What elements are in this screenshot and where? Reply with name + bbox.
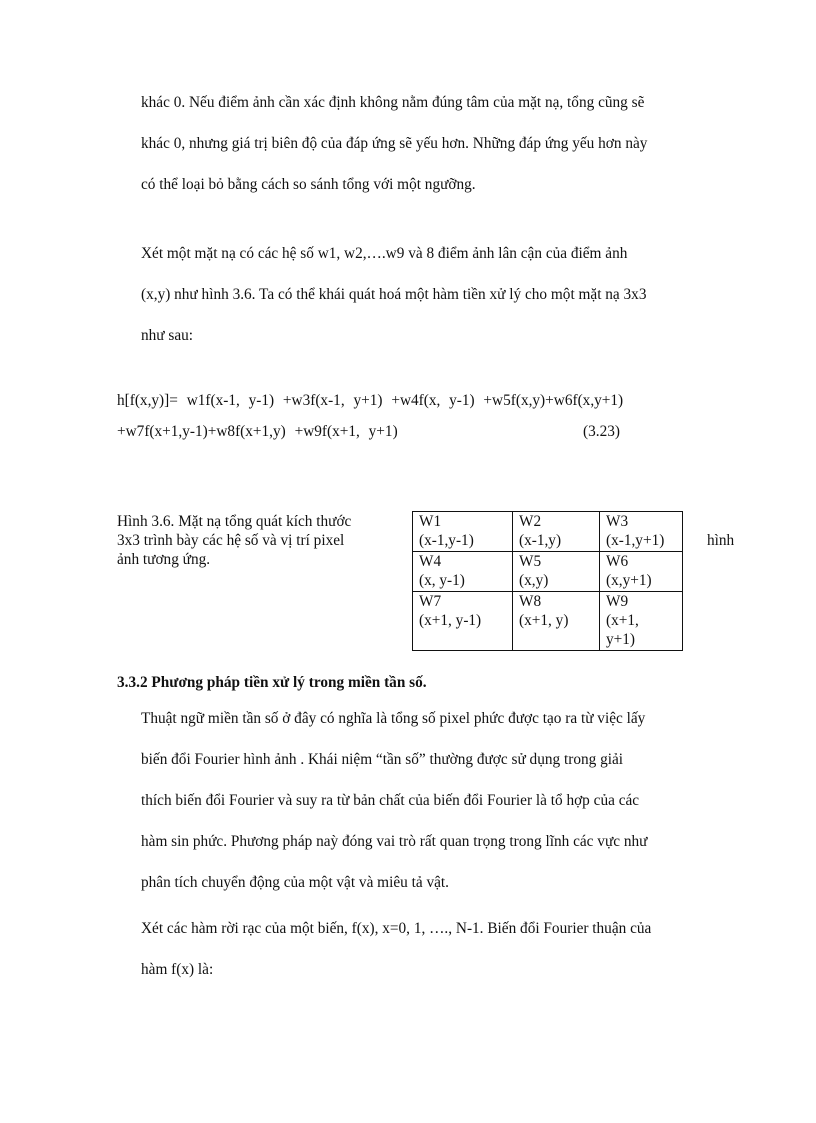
caption-line: ảnh tương ứng. — [117, 551, 211, 568]
table-row — [413, 512, 683, 552]
table-cell — [600, 592, 683, 651]
paragraph-line: hàm f(x) là: — [141, 961, 214, 978]
pixel-position: (x+1, y-1) — [419, 612, 482, 629]
paragraph-line: biến đổi Fourier hình ảnh . Khái niệm “tần số” thường được sử dụng trong giải — [141, 751, 624, 768]
coefficient-label: W1 — [419, 513, 442, 530]
figure-caption — [117, 512, 401, 569]
section-heading: 3.3.2 Phương pháp tiền xử lý trong miền tần số. — [117, 674, 427, 691]
equation-number: (3.23) — [583, 423, 620, 440]
pixel-position: (x-1,y+1) — [606, 532, 665, 549]
table-cell — [413, 592, 513, 651]
table-cell — [513, 592, 600, 651]
coefficient-label: W8 — [519, 593, 542, 610]
table-cell — [513, 512, 600, 552]
coefficient-label: W7 — [419, 593, 442, 610]
table-row — [413, 552, 683, 592]
table-row — [413, 592, 683, 651]
equation-line-1: h[f(x,y)]= w1f(x-1, y-1) +w3f(x-1, y+1) +w4f(x, y-1) +w5f(x,y)+w6f(x,y+1) — [117, 392, 624, 409]
paragraph-line: Xét một mặt nạ có các hệ số w1, w2,….w9 và 8 điểm ảnh lân cận của điểm ảnh — [141, 245, 628, 262]
coefficient-label: W3 — [606, 513, 629, 530]
paragraph-line: khác 0, nhưng giá trị biên độ của đáp ứng sẽ yếu hơn. Những đáp ứng yếu hơn này — [141, 135, 648, 152]
table-cell — [413, 552, 513, 592]
paragraph-line: như sau: — [141, 327, 194, 344]
paragraph-line: có thể loại bỏ bằng cách so sánh tổng với một ngưỡng. — [141, 176, 476, 193]
pixel-position: (x,y) — [519, 572, 549, 589]
table-cell — [600, 552, 683, 592]
pixel-position: (x, y-1) — [419, 572, 465, 589]
table-cell — [513, 552, 600, 592]
paragraph-line: khác 0. Nếu điểm ảnh cần xác định không nằm đúng tâm của mặt nạ, tổng cũng sẽ — [141, 94, 645, 111]
pixel-position: (x+1, — [606, 612, 639, 629]
paragraph-line: Thuật ngữ miền tần số ở đây có nghĩa là tổng số pixel phức được tạo ra từ việc lấy — [141, 710, 646, 727]
equation-line-2: +w7f(x+1,y-1)+w8f(x+1,y) +w9f(x+1, y+1) — [117, 423, 398, 440]
coefficient-label: W2 — [519, 513, 542, 530]
paragraph-line: Xét các hàm rời rạc của một biến, f(x), x=0, 1, …., N-1. Biến đổi Fourier thuận của — [141, 920, 652, 937]
pixel-position: (x-1,y-1) — [419, 532, 474, 549]
table-cell — [413, 512, 513, 552]
paragraph-line: hàm sin phức. Phương pháp naỳ đóng vai trò rất quan trọng trong lĩnh các vực như — [141, 833, 648, 850]
pixel-position: (x+1, y) — [519, 612, 569, 629]
side-word: hình — [707, 532, 735, 549]
table-cell — [600, 512, 683, 552]
coefficient-label: W4 — [419, 553, 442, 570]
pixel-position: (x,y+1) — [606, 572, 652, 589]
coefficient-label: W6 — [606, 553, 629, 570]
paragraph-line: phân tích chuyển động của một vật và miêu tả vật. — [141, 874, 449, 891]
paragraph-line: (x,y) như hình 3.6. Ta có thể khái quát hoá một hàm tiền xử lý cho một mặt nạ 3x3 — [141, 286, 647, 303]
pixel-position: y+1) — [606, 631, 636, 648]
coefficient-label: W5 — [519, 553, 542, 570]
caption-line: 3x3 trình bày các hệ số và vị trí pixel — [117, 532, 345, 549]
caption-line: Hình 3.6. Mặt nạ tổng quát kích thước — [117, 513, 352, 530]
paragraph-line: thích biến đổi Fourier và suy ra từ bản chất của biến đổi Fourier là tổ hợp của các — [141, 792, 640, 809]
pixel-position: (x-1,y) — [519, 532, 562, 549]
mask-table — [412, 511, 683, 651]
coefficient-label: W9 — [606, 593, 629, 610]
